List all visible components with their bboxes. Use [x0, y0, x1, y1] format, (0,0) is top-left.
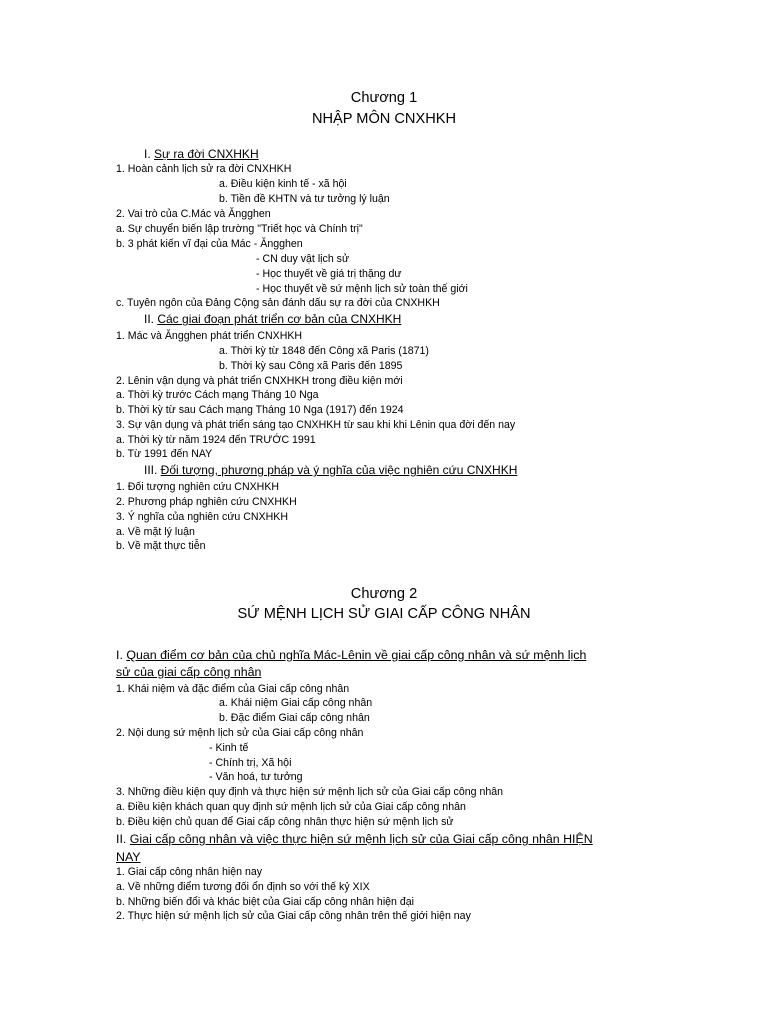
ch2-line: 3. Những điều kiện quy định và thực hiện sứ mệnh lịch sử của Giai cấp công nhân: [116, 786, 504, 798]
ch1-line: - CN duy vật lịch sử: [256, 253, 350, 265]
ch2-line: b. Những biến đổi và khác biệt của Giai cấp công nhân hiện đại: [116, 896, 415, 908]
ch1-line: - Học thuyết về sứ mệnh lịch sử toàn thế giới: [256, 283, 468, 295]
ch1-line: b. Về mặt thực tiễn: [116, 540, 206, 552]
ch2-section-1-heading-cont: sử của giai cấp công nhân: [116, 665, 262, 679]
ch1-line: a. Điều kiện kinh tế - xã hội: [219, 178, 347, 190]
ch1-line: b. Tiền đề KHTN và tư tưởng lý luận: [219, 193, 390, 205]
ch1-line: 3. Sự vận dụng và phát triển sáng tạo CNXHKH từ sau khi khi Lênin qua đời đến nay: [116, 419, 516, 431]
ch1-line: 3. Ý nghĩa của nghiên cứu CNXHKH: [116, 511, 288, 523]
ch1-section-1-heading: I. Sự ra đời CNXHKH: [144, 147, 259, 161]
ch1-line: a. Thời kỳ từ 1848 đến Công xã Paris (1871): [219, 345, 429, 357]
ch1-line: - Học thuyết về giá trị thặng dư: [256, 268, 402, 280]
ch2-line: - Kinh tế: [209, 742, 249, 754]
ch1-line: b. Thời kỳ từ sau Cách mạng Tháng 10 Nga (1917) đến 1924: [116, 404, 404, 416]
ch1-line: c. Tuyên ngôn của Đảng Cộng sản đánh dấu sự ra đời của CNXHKH: [116, 297, 440, 309]
ch1-line: 1. Đối tượng nghiên cứu CNXHKH: [116, 481, 280, 493]
chapter-1-title: Chương 1: [350, 90, 418, 106]
ch2-line: a. Khái niệm Giai cấp công nhân: [219, 697, 373, 709]
ch2-line: - Chính trị, Xã hội: [209, 757, 292, 769]
ch2-line: a. Điều kiện khách quan quy định sứ mệnh lịch sử của Giai cấp công nhân: [116, 801, 466, 813]
ch2-line: - Văn hoá, tư tưởng: [209, 771, 303, 783]
ch2-line: 2. Thực hiện sứ mệnh lịch sử của Giai cấp công nhân trên thế giới hiện nay: [116, 910, 471, 922]
chapter-1-subtitle: NHẬP MÔN CNXHKH: [311, 111, 457, 127]
chapter-2-title: Chương 2: [350, 586, 418, 602]
ch1-line: 1. Mác và Ăngghen phát triển CNXHKH: [116, 330, 303, 342]
ch2-section-2-heading: II. Giai cấp công nhân và việc thực hiện sứ mệnh lịch sử của Giai cấp công nhân HIỆN: [116, 832, 593, 846]
ch2-line: b. Đặc điểm Giai cấp công nhân: [219, 712, 370, 724]
ch1-line: a. Sự chuyển biến lập trường "Triết học và Chính trị": [116, 223, 363, 235]
ch1-line: 1. Hoàn cảnh lịch sử ra đời CNXHKH: [116, 163, 292, 175]
chapter-2-subtitle: SỨ MỆNH LỊCH SỬ GIAI CẤP CÔNG NHÂN: [237, 606, 531, 622]
ch2-line: a. Về những điểm tương đối ổn định so với thế kỷ XIX: [116, 881, 370, 893]
ch2-section-2-heading-cont: NAY: [116, 850, 141, 864]
ch2-line: 1. Khái niệm và đặc điểm của Giai cấp công nhân: [116, 683, 350, 695]
ch1-line: a. Về mặt lý luận: [116, 526, 195, 538]
ch1-section-3-heading: III. Đối tượng, phương pháp và ý nghĩa của việc nghiên cứu CNXHKH: [144, 463, 518, 477]
ch2-section-1-heading: I. Quan điểm cơ bản của chủ nghĩa Mác-Lênin về giai cấp công nhân và sứ mệnh lịch: [116, 648, 587, 662]
ch1-line: 2. Lênin vận dụng và phát triển CNXHKH trong điều kiện mới: [116, 375, 403, 387]
ch2-line: 2. Nội dung sứ mệnh lịch sử của Giai cấp công nhân: [116, 727, 364, 739]
ch1-line: b. Thời kỳ sau Công xã Paris đến 1895: [219, 360, 403, 372]
ch1-line: a. Thời kỳ trước Cách mạng Tháng 10 Nga: [116, 389, 319, 401]
ch2-line: b. Điều kiện chủ quan để Giai cấp công nhân thực hiện sứ mệnh lịch sử: [116, 816, 454, 828]
ch1-section-2-heading: II. Các giai đoạn phát triển cơ bản của CNXHKH: [144, 312, 402, 326]
ch1-line: 2. Phương pháp nghiên cứu CNXHKH: [116, 496, 297, 508]
ch1-line: 2. Vai trò của C.Mác và Ăngghen: [116, 208, 271, 220]
ch1-line: b. Từ 1991 đến NAY: [116, 448, 213, 460]
ch2-line: 1. Giai cấp công nhân hiện nay: [116, 866, 263, 878]
ch1-line: a. Thời kỳ từ năm 1924 đến TRƯỚC 1991: [116, 434, 316, 446]
ch1-line: b. 3 phát kiến vĩ đại của Mác - Ăngghen: [116, 238, 303, 250]
